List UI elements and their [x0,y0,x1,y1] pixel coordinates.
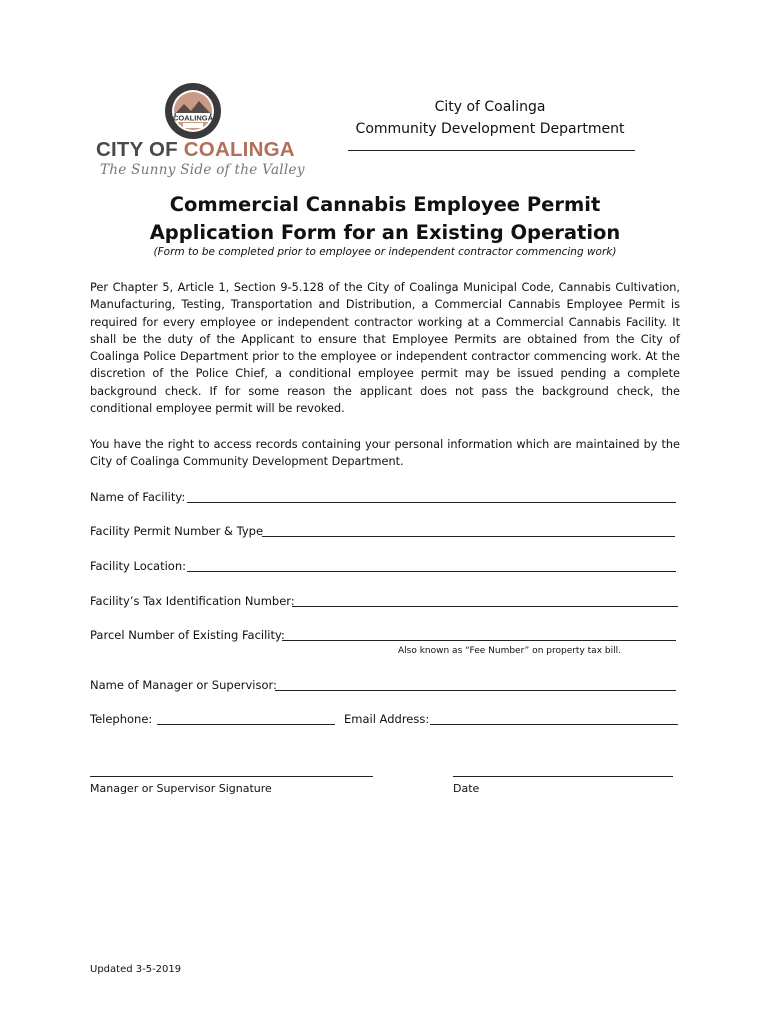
tax-id-field[interactable] [292,606,678,607]
facility-name-field[interactable] [187,502,676,503]
form-subtitle: (Form to be completed prior to employee or independent contractor commencing work) [153,246,617,258]
logo-wordmark [96,138,295,162]
header-divider [348,150,635,151]
permit-number-field[interactable] [262,536,675,537]
telephone-field[interactable] [157,724,335,725]
date-label: Date [453,782,480,795]
email-field[interactable] [430,724,678,725]
city-name: City of Coalinga [434,99,546,115]
records-paragraph: You have the right to access records containing your personal information which are maintained by the City of Coalinga Community Development Department. [90,438,680,469]
parcel-number-label: Parcel Number of Existing Facility: [90,628,285,642]
form-title-line1: Commercial Cannabis Employee Permit [169,193,601,216]
date-field[interactable] [453,776,673,777]
logo-tagline: The Sunny Side of the Valley [100,162,305,178]
department-name: Community Development Department [355,121,625,137]
department-header [340,96,640,140]
form-title-line2: Application Form for an Existing Operation [149,221,621,244]
logo-word-coalinga: COALINGA [183,138,295,161]
updated-date: Updated 3-5-2019 [90,964,182,975]
city-logo [90,82,305,184]
tax-id-label: Facility’s Tax Identification Number: [90,594,295,608]
facility-location-label: Facility Location: [90,559,186,573]
facility-location-field[interactable] [187,571,676,572]
telephone-label: Telephone: [90,712,153,726]
svg-text:COALINGA: COALINGA [173,113,213,123]
permit-number-label: Facility Permit Number & Type [90,524,264,538]
parcel-note: Also known as “Fee Number” on property tax bill. [398,646,621,656]
signature-field[interactable] [90,776,373,777]
city-seal-icon [164,82,222,140]
intro-paragraph: Per Chapter 5, Article 1, Section 9-5.128 of the City of Coalinga Municipal Code, Cannabis Cultivation, Manufacturing, Testing, Transportation and Distribution, a Commercial Cannabis Employee Permit is required for every employee or independent contractor working at a Commercial Cannabis Facility. It shall be the duty of the Applicant to ensure that Employee Permits are obtained from the City of Coalinga Police Department prior to the employee or independent contractor commencing work. At the discretion of the Police Chief, a conditional employee permit may be issued pending a complete background check. If for some reason the applicant does not pass the background check, the conditional employee permit will be revoked. [90,281,680,416]
signature-label: Manager or Supervisor Signature [90,782,272,795]
manager-name-field[interactable] [275,690,676,691]
manager-name-label: Name of Manager or Supervisor: [90,678,277,692]
parcel-number-field[interactable] [282,640,676,641]
email-label: Email Address: [344,712,430,726]
logo-word-city-of: CITY OF [96,138,178,161]
facility-name-label: Name of Facility: [90,490,186,504]
